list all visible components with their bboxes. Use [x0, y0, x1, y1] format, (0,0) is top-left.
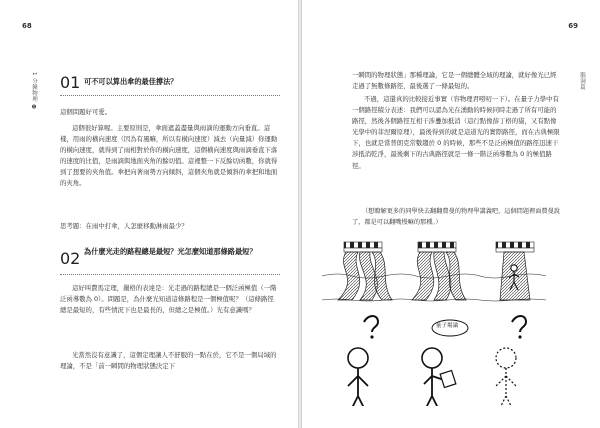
left-page — [0, 0, 298, 428]
paths-illustration — [318, 238, 550, 406]
panel-2-paths — [412, 242, 466, 300]
page-number: 68 — [22, 22, 32, 30]
chapter-side-tab: 1 分鐘物理 ❶ — [31, 72, 37, 111]
paragraph: 這好叫費馬定理，嚴格的表達是：光走過的路程總是一個泛函極值（一階泛函導數為 0）。問題是，為什麼光知道這條路程是一個極值呢？（這條路徑總是最短的，有些情況下也是最長的，但總之是極值。）光有意識嗎？ — [60, 284, 277, 315]
section-title: 為什麼光走的路程總是最短？光怎麼知道那條路最短？ — [84, 247, 257, 256]
book-title-bubble: 量子場論 — [435, 323, 459, 329]
ghost-stick-figure-icon — [496, 316, 526, 406]
section-number: 01 — [60, 73, 81, 92]
section-02-heading — [60, 244, 280, 280]
heading-divider — [60, 95, 280, 96]
page-number: 69 — [568, 22, 578, 30]
chapter-side-tab: 腦洞篇 — [579, 72, 585, 90]
paragraph: 一瞬間的物理狀態」那種理論，它是一個總體全域的理論，就好像光已經走過了無數條路徑，最後選了一條最短的。 — [352, 71, 557, 91]
confused-stick-figure-icon — [348, 316, 378, 406]
paragraph: 這個問題好可愛。 — [60, 108, 112, 116]
section-01-heading — [60, 74, 280, 98]
paragraph: 這個很好算喔。主要原則是，傘面遮蓋盡量與雨滴的運動方向垂直。這樣，用雨的橫向速度（因為有風嘛，所以有橫向速度）減去（向量減）你運動的橫向速度，就得到了雨相對於你的橫向速度，這個橫向速度與雨滴垂直下落的速度的比值，是雨滴與地面夾角的餘切值。這裡整一下反餘切函數，你就得到了想要的夾角值。傘把向著雨勢方向傾斜，這個夾角就是傾斜的傘把和地面的夾角。 — [60, 124, 278, 188]
paths-illustration-svg — [318, 238, 550, 406]
heading-divider — [60, 274, 280, 275]
panel-1-many-paths — [338, 242, 392, 300]
section-title: 可不可以算出傘的最佳撐法？ — [84, 77, 178, 86]
paragraph: 思考題：在雨中打傘，人怎麼移動淋雨最少？ — [60, 222, 188, 230]
paragraph: 光當然沒有意識了，這個定理讓人不舒服的一點在於，它不是一個局域的理論，不是「前一瞬間的物理狀態決定下 — [60, 351, 277, 371]
section-number: 02 — [60, 249, 81, 268]
reader-note: （想瞭解更多的同學快去翻翻費曼的物理學講義吧，這個問題裡面費曼說了，都是可以翻嘴慢嘛的那種。） — [352, 208, 560, 226]
panel-3-single-path — [496, 242, 534, 300]
paragraph: 不過，這還真的比較接近事實（容物理君嘮叨一下）。在量子力學中有一個路徑積分表述：我們可以認為光在湧動的時候同時走過了所有可能的路徑，然後各個路徑互相干涉疊加抵消（這行點像薛丁格的貓，又有點像光學中的菲涅爾原理），最後得到的就是這道光的實際路徑，而在古典極限下，也就是當普朗克常數趨於 0 的時候，那些不是泛函極值的路徑迅速干涉抵消乾淨，最後剩下的古典路徑就是一條一階泛函導數為 0 的極值路徑。 — [352, 95, 560, 170]
reading-stick-figure-icon — [422, 320, 468, 406]
